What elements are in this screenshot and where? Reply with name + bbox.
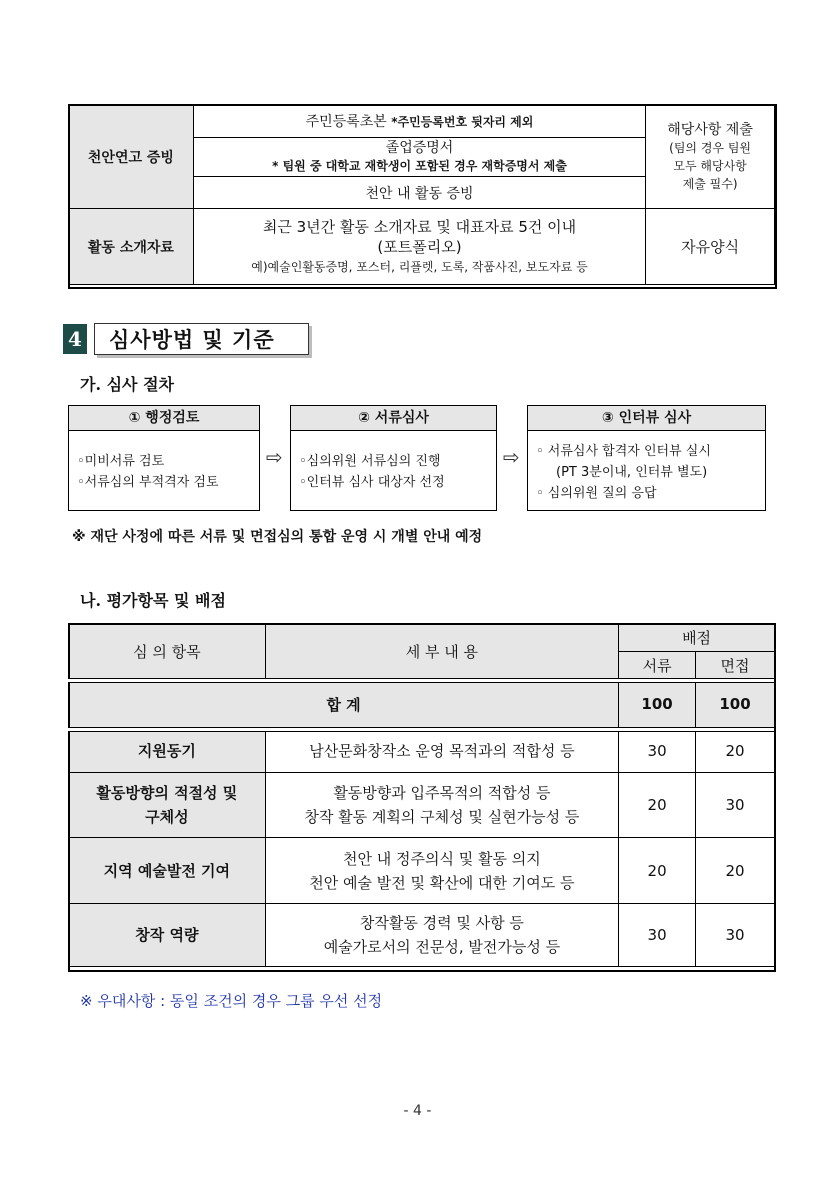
- detail-line: 활동방향과 입주목적의 적합성 등: [333, 784, 551, 802]
- evaluation-table: [68, 623, 775, 967]
- submit-condition: [646, 105, 775, 209]
- doc-main-text: 주민등록초본: [305, 114, 392, 130]
- detail-line: 예술가로서의 전문성, 발전가능성 등: [323, 938, 561, 956]
- arrow-icon: ⇨: [266, 445, 283, 469]
- page-number: - 4 -: [403, 1103, 432, 1119]
- row-label-activity-material: 활동 소개자료: [69, 209, 194, 285]
- total-label: [69, 680, 619, 729]
- step-title: ① 행정검토: [69, 406, 259, 431]
- criterion-label: [69, 838, 266, 904]
- activity-material-desc: [193, 209, 645, 285]
- criterion-label: [69, 773, 266, 838]
- criterion-line: 활동방향의 적절성 및: [96, 784, 238, 802]
- required-documents-table: [68, 104, 775, 285]
- criterion-label: [69, 729, 266, 773]
- activity-material-line2: (포트폴리오): [377, 237, 462, 256]
- step-item: ◦ 서류심사 합격자 인터뷰 실시: [536, 444, 711, 459]
- score-interview: 30: [696, 773, 775, 838]
- step-item: ◦서류심의 부적격자 검토: [77, 475, 219, 490]
- doc-main-text: 천안 내 활동 증빙: [365, 185, 474, 202]
- section-number-badge: 4: [63, 324, 87, 354]
- step-body: [291, 431, 496, 493]
- criterion-detail: [265, 904, 618, 967]
- activity-material-line1: 최근 3년간 활동 소개자료 및 대표자료 5건 이내: [262, 217, 577, 236]
- total-label-text: 합 계: [326, 695, 361, 714]
- doc-resident-registration: [193, 105, 645, 138]
- score-doc: 20: [619, 838, 696, 904]
- doc-note: *주민등록번호 뒷자리 제외: [391, 115, 534, 129]
- submit-condition-note-3: 제출 필수): [682, 176, 738, 191]
- step-item: ◦인터뷰 심사 대상자 선정: [299, 475, 445, 490]
- step-body: [69, 431, 259, 493]
- step-item: (PT 3분이내, 인터뷰 별도): [556, 465, 708, 480]
- total-interview: 100: [696, 680, 775, 729]
- row-label-cheonan-proof: 천안연고 증빙: [69, 105, 194, 209]
- activity-material-example: 예)예술인활동증명, 포스터, 리플렛, 도록, 작품사진, 보도자료 등: [251, 259, 588, 274]
- score-interview: 20: [696, 838, 775, 904]
- submit-condition-note-1: (팀의 경우 팀원: [669, 140, 752, 155]
- detail-line: 남산문화창작소 운영 목적과의 적합성 등: [309, 741, 575, 760]
- criterion-detail: [265, 729, 618, 773]
- double-rule: [68, 727, 774, 732]
- criterion-label: [69, 904, 266, 967]
- total-doc: 100: [619, 680, 696, 729]
- criterion-detail: [265, 773, 618, 838]
- criterion-line: 구체성: [145, 808, 189, 826]
- submit-condition-note-2: 모두 해당사항: [673, 158, 747, 173]
- score-interview: 30: [696, 904, 775, 967]
- score-doc: 30: [619, 729, 696, 773]
- header-interview: 면접: [696, 652, 775, 680]
- doc-activity-proof: [193, 177, 645, 209]
- header-doc: 서류: [619, 652, 696, 680]
- step-document-review: [290, 405, 497, 511]
- detail-line: 창작활동 경력 및 사항 등: [359, 914, 524, 932]
- arrow-icon: ⇨: [503, 445, 520, 469]
- step-item: ◦심의위원 서류심의 진행: [299, 454, 441, 469]
- criterion-line: 지원동기: [137, 741, 196, 760]
- score-doc: 30: [619, 904, 696, 967]
- step-admin-review: [68, 405, 260, 511]
- double-rule: [68, 678, 774, 683]
- step-body: [528, 431, 765, 504]
- step-title: ② 서류심사: [291, 406, 496, 431]
- section-title: 심사방법 및 기준: [94, 323, 309, 355]
- submit-condition-title: 해당사항 제출: [667, 121, 753, 138]
- step-interview: [527, 405, 766, 511]
- detail-line: 천안 내 정주의식 및 활동 의지: [343, 849, 541, 868]
- preference-note: ※ 우대사항 : 동일 조건의 경우 그룹 우선 선정: [80, 992, 383, 1010]
- activity-material-format: 자유양식: [646, 209, 775, 285]
- criterion-detail: [265, 838, 618, 904]
- criterion-line: 창작 역량: [135, 926, 199, 944]
- doc-note: * 팀원 중 대학교 재학생이 포함된 경우 재학증명서 제출: [272, 159, 567, 173]
- doc-main-text: 졸업증명서: [385, 140, 454, 156]
- step-item: ◦ 심의위원 질의 응답: [536, 486, 657, 501]
- detail-line: 창작 활동 계획의 구체성 및 실현가능성 등: [304, 808, 580, 826]
- subheading-review-process: 가. 심사 절차: [80, 375, 174, 394]
- criterion-line: 지역 예술발전 기여: [103, 861, 231, 880]
- score-doc: 20: [619, 773, 696, 838]
- subheading-evaluation: 나. 평가항목 및 배점: [80, 591, 226, 610]
- header-item: 심 의 항목: [69, 624, 266, 680]
- header-detail: 세 부 내 용: [265, 624, 618, 680]
- header-score: 배점: [619, 624, 775, 652]
- detail-line: 천안 예술 발전 및 확산에 대한 기여도 등: [309, 873, 575, 892]
- score-interview: 20: [696, 729, 775, 773]
- step-item: ◦미비서류 검토: [77, 454, 165, 469]
- step-title: ③ 인터뷰 심사: [528, 406, 765, 431]
- doc-graduation: [193, 138, 645, 177]
- process-note: ※ 재단 사정에 따른 서류 및 면접심의 통합 운영 시 개별 안내 예정: [72, 529, 483, 545]
